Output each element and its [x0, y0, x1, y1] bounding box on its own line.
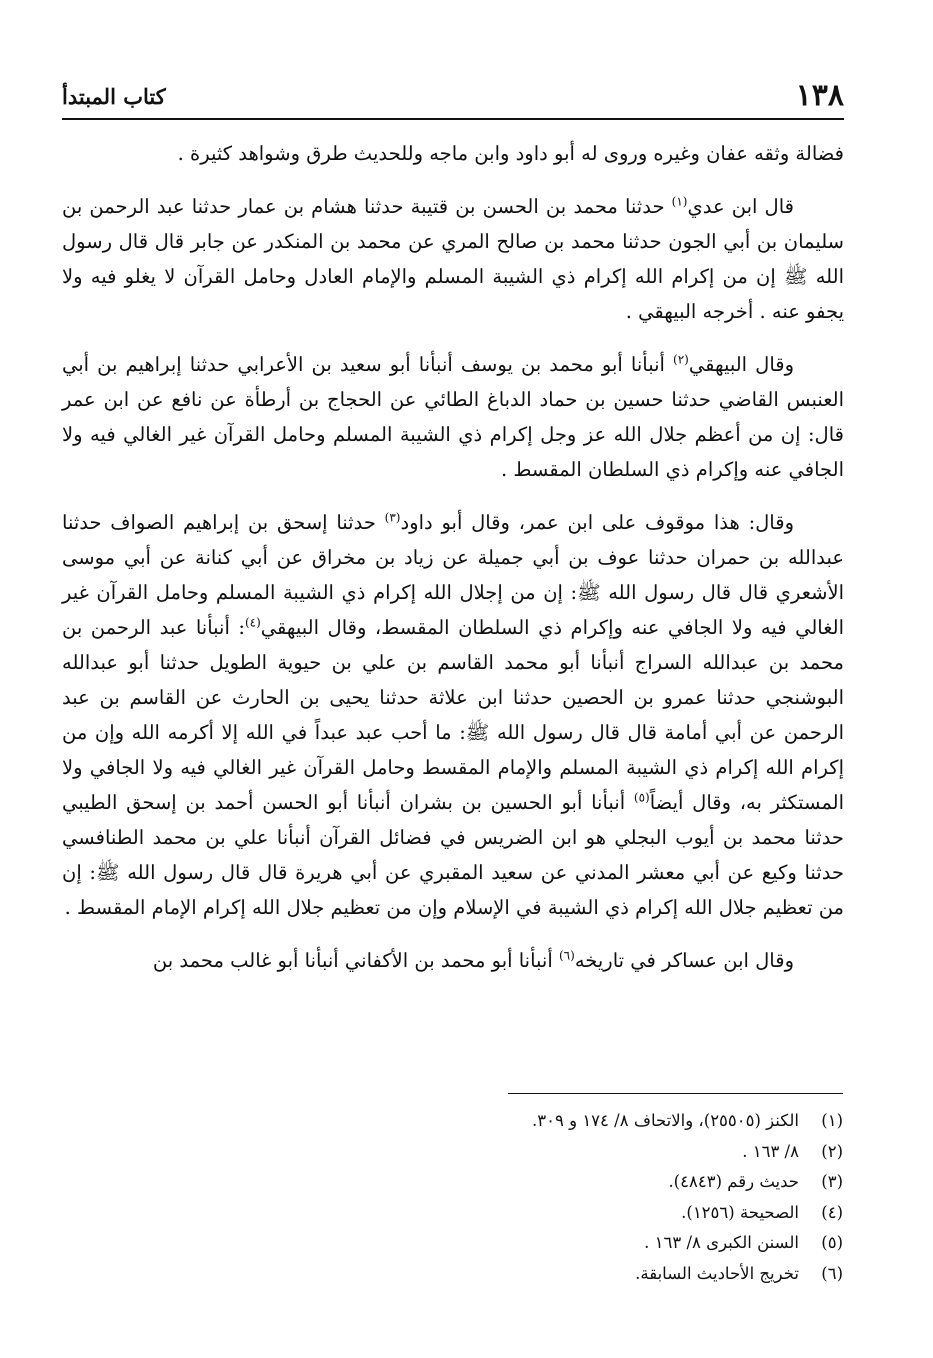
page-number: ١٣٨	[795, 78, 844, 113]
footnote	[143, 1137, 843, 1168]
paragraph	[62, 943, 844, 978]
footnote-number: (٤)	[821, 1202, 843, 1222]
footnote-number: (٦)	[821, 1263, 843, 1283]
text-segment: وقال البيهقي	[688, 353, 795, 376]
footnote-text: السنن الكبرى ٨/ ١٦٣ .	[644, 1233, 799, 1252]
footnote	[143, 1198, 843, 1229]
header-rule	[62, 118, 844, 120]
footnote-ref: (٢)	[673, 352, 689, 367]
footnote-number: (٢)	[821, 1141, 843, 1161]
footnote	[143, 1106, 843, 1137]
text-segment: أنبأنا أبو محمد بن يوسف أنبأنا أبو سعيد بن الأعرابي حدثنا إبراهيم بن أبي العنبس القاضي حدثنا حسين بن حماد الدباغ الطائي عن الحجاج بن أرطأة عن نافع عن ابن عمر قال: إن من أعظم جلال الله عز وجل إكرام ذي الشيبة المسلم وحامل القرآن غير الغالي فيه ولا الجافي عنه وإكرام ذي السلطان المقسط .	[62, 353, 844, 481]
footnote-number: (٣)	[821, 1172, 843, 1191]
footnote-number: (٥)	[821, 1233, 843, 1252]
paragraph	[62, 347, 844, 487]
text-segment: قال ابن عدي	[687, 195, 794, 218]
footnote-text: حديث رقم (٤٨٤٣).	[668, 1172, 799, 1191]
footnote-number: (١)	[821, 1111, 843, 1130]
text-segment: حدثنا محمد بن الحسن بن قتيبة حدثنا هشام بن عمار حدثنا عبد الرحمن بن سليمان بن أبي الجون حدثنا محمد بن صالح المري عن محمد بن المنكدر عن جابر قال قال رسول الله ﷺ إن من إكرام الله إكرام ذي الشيبة المسلم والإمام العادل وحامل القرآن لا يغلو فيه ولا يجفو عنه . أخرجه البيهقي .	[62, 195, 844, 323]
footnote-text: الكنز (٢٥٥٠٥)، والاتحاف ٨/ ١٧٤ و ٣٠٩.	[532, 1111, 799, 1130]
footnote	[143, 1228, 843, 1259]
footnote-ref: (٤)	[244, 615, 261, 630]
footnote-ref: (٥)	[633, 790, 650, 805]
paragraph	[62, 136, 844, 171]
text-segment: فضالة وثقه عفان وغيره وروى له أبو داود وابن ماجه وللحديث طرق وشواهد كثيرة .	[177, 142, 844, 165]
text-segment: : أنبأنا عبد الرحمن بن محمد بن عبدالله السراج أنبأنا أبو محمد القاسم بن علي بن حيوية الطويل حدثنا أبو عبدالله البوشنجي حدثنا عمرو بن الحصين حدثنا ابن علاثة حدثنا يحيى بن الحارث عن القاسم بن عبد الرحمن عن أبي أمامة قال قال رسول الله ﷺ: ما أحب عبد عبداً في الله إلا أكرمه الله وإن من إكرام الله إكرام ذي الشيبة المسلم والإمام المقسط وحامل القرآن غير الغالي فيه ولا الجافي ولا المستكثر به، وقال أيضاً	[62, 616, 845, 814]
footnote	[143, 1259, 843, 1290]
text-segment: وقال ابن عساكر في تاريخه	[574, 949, 794, 972]
paragraph	[62, 505, 844, 925]
footnote-text: ٨/ ١٦٣ .	[742, 1141, 799, 1161]
footnotes	[143, 1106, 843, 1289]
text-segment: أنبأنا أبو محمد بن الأكفاني أنبأنا أبو غالب محمد بن	[152, 949, 559, 972]
footnote-ref: (٣)	[384, 510, 401, 525]
footnote-separator	[508, 1093, 843, 1094]
footnote-ref: (١)	[671, 194, 688, 209]
footnote	[143, 1167, 843, 1198]
footnote-ref: (٦)	[558, 948, 575, 963]
text-segment: حدثنا إسحق بن إبراهيم الصواف حدثنا عبدالله بن حمران حدثنا عوف بن أبي جميلة عن زياد بن مخراق عن أبي كنانة عن أبي موسى الأشعري قال قال رسول الله ﷺ: إن من إجلال الله إكرام ذي الشيبة المسلم وحامل القرآن غير الغالي فيه ولا الجافي عنه وإكرام ذي السلطان المقسط، وقال البيهقي	[62, 511, 844, 639]
running-head: كتاب المبتدأ	[62, 84, 166, 109]
paragraph	[62, 189, 844, 329]
footnote-text: الصحيحة (١٢٥٦).	[681, 1202, 799, 1222]
page-header	[62, 70, 844, 120]
text-segment: وقال: هذا موقوف على ابن عمر، وقال أبو داود	[400, 511, 794, 534]
footnote-text: تخريج الأحاديث السابقة.	[635, 1263, 799, 1283]
main-text	[62, 136, 844, 996]
text-segment: أنبأنا أبو الحسين بن بشران أنبأنا أبو الحسن أحمد بن إسحق الطيبي حدثنا محمد بن أيوب البجلي هو ابن الضريس في فضائل القرآن أنبأنا علي بن محمد الطنافسي حدثنا وكيع عن أبي معشر المدني عن سعيد المقبري عن أبي هريرة قال قال رسول الله ﷺ: إن من تعظيم جلال الله إكرام ذي الشيبة في الإسلام وإن من تعظيم جلال الله إكرام الإمام المقسط .	[62, 791, 844, 919]
